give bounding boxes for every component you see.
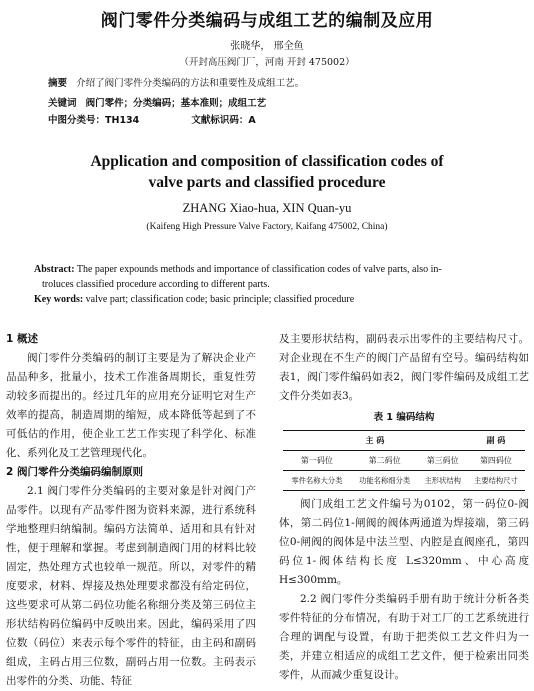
title-en-line1: Application and composition of classification codes of (90, 153, 444, 170)
body-left-column (6, 330, 256, 691)
table-cell-main-code: 主 码 (283, 431, 467, 451)
table-cell-sub-code: 副 码 (467, 431, 525, 451)
abstract-cn (48, 78, 508, 90)
code-structure-table (283, 430, 525, 491)
abstract-en-line1: The paper expounds methods and importance of classification codes of valve parts, also in- (76, 264, 442, 275)
body-right-column (279, 330, 529, 685)
example-paragraph: 阀门成组工艺文件编号为0102，第一码位0-阀体，第二码位1-闸阀的阀体两通道为焊接端，第三码位0-闸阀的阀体是中法兰型、内腔是直阀座孔，第四码位1-阀体结构长度 L≤320mm、中心高度 H≤300mm。 (279, 498, 529, 586)
table-row (283, 431, 525, 451)
abstract-en-line2: troluces classified procedure according to different parts. (42, 279, 270, 290)
section-2-2-paragraph: 2.2 阀门零件分类编码手册有助于统计分析各类零件特征的分布情况，有助于对工厂的工艺系统进行合理的调配与设置，有助于把类似工艺文件归为一类，并建立相适应的成组工艺文件，便于检索出同类零件，从而减少重复设计。 (279, 593, 529, 681)
paper-title-en (0, 151, 534, 193)
abstract-cn-text: 介绍了阀门零件分类编码的方法和重要性及成组工艺。 (76, 78, 305, 89)
class-label: 中图分类号： (48, 115, 106, 126)
keywords-en-label: Key words: (34, 294, 84, 305)
table-cell: 第一码位 (300, 456, 333, 465)
abstract-en-label: Abstract: (34, 264, 75, 275)
table-cell: 第二码位 (368, 456, 401, 465)
table-row (283, 451, 525, 471)
keywords-en-text: valve part; classification code; basic principle; classified procedure (85, 294, 355, 305)
table-cell: 第三码位 (426, 456, 459, 465)
abstract-en (34, 262, 508, 292)
keywords-cn-label: 关键词 (48, 98, 77, 109)
table-1-title: 表 1 编码结构 (373, 412, 435, 423)
keywords-cn-text: 阀门零件；分类编码；基本准则；成组工艺 (85, 98, 267, 109)
table-row (283, 471, 525, 491)
section-2-1-paragraph: 2.1 阀门零件分类编码的主要对象是针对阀门产品零件。以现有产品零件图为资料来源，进行系统科学地整理归纳编制。编码方法简单、适用和具有针对性，便于理解和掌握。考虑到制造阀门用的材料比较固定，热处理方式也较单一规范。所以，对零件的精度要求，材料、焊接及热处理要求都没有给定码位，这些要求可从第二码位功能名称细分类及第三码位主形状结构码位编码中反映出来。因此，编码采用了四位数（码位）来表示每个零件的特征，由主码和副码组成，主码占用三位数，副码占用一位数。主码表示出零件的分类、功能、特征 (6, 485, 256, 687)
section-1-heading: 1 概述 (6, 333, 38, 345)
table-cell: 第四码位 (479, 456, 512, 465)
section-2-heading: 2 阀门零件分类编码编制原则 (6, 466, 143, 478)
table-cell: 主要结构尺寸 (467, 471, 525, 491)
doc-id-value: A (248, 115, 256, 126)
title-en-line2: valve parts and classified procedure (148, 174, 386, 191)
table-cell: 主形状结构 (419, 471, 467, 491)
classification-cn (48, 115, 508, 127)
continued-paragraph: 及主要形状结构，副码表示出零件的主要结构尺寸。对企业现在不生产的阀门产品留有空号。编码结构如表1，阀门零件编码如表2，阀门零件编码及成组工艺文件分类如表3。 (279, 333, 529, 402)
paper-title-cn: 阀门零件分类编码与成组工艺的编制及应用 (100, 11, 434, 31)
table-cell: 功能名称细分类 (351, 471, 419, 491)
affiliation-en: (Kaifeng High Pressure Valve Factory, Kaifang 475002, China) (146, 222, 388, 232)
affiliation-cn: （开封高压阀门厂，河南 开封 475002） (179, 57, 355, 68)
abstract-cn-label: 摘要 (48, 78, 68, 89)
keywords-en (34, 294, 508, 305)
authors-cn: 张晓华， 邢全鱼 (230, 41, 304, 52)
table-cell: 零件名称大分类 (283, 471, 351, 491)
class-value: TH134 (105, 115, 140, 126)
keywords-cn (48, 98, 508, 110)
doc-id-label: 文献标识码： (191, 115, 249, 126)
authors-en: ZHANG Xiao-hua, XIN Quan-yu (182, 201, 352, 215)
section-1-paragraph: 阀门零件分类编码的制订主要是为了解决企业产品品种多，批量小，技术工作准备周期长，重复性劳动较多而提出的。经过几年的应用充分证明它对生产效率的提高，制造周期的缩短，成本降低等起到了不可低估的作用，使企业工艺工作实现了科学化、标准化、系列化及工艺管理现代化。 (6, 352, 256, 459)
